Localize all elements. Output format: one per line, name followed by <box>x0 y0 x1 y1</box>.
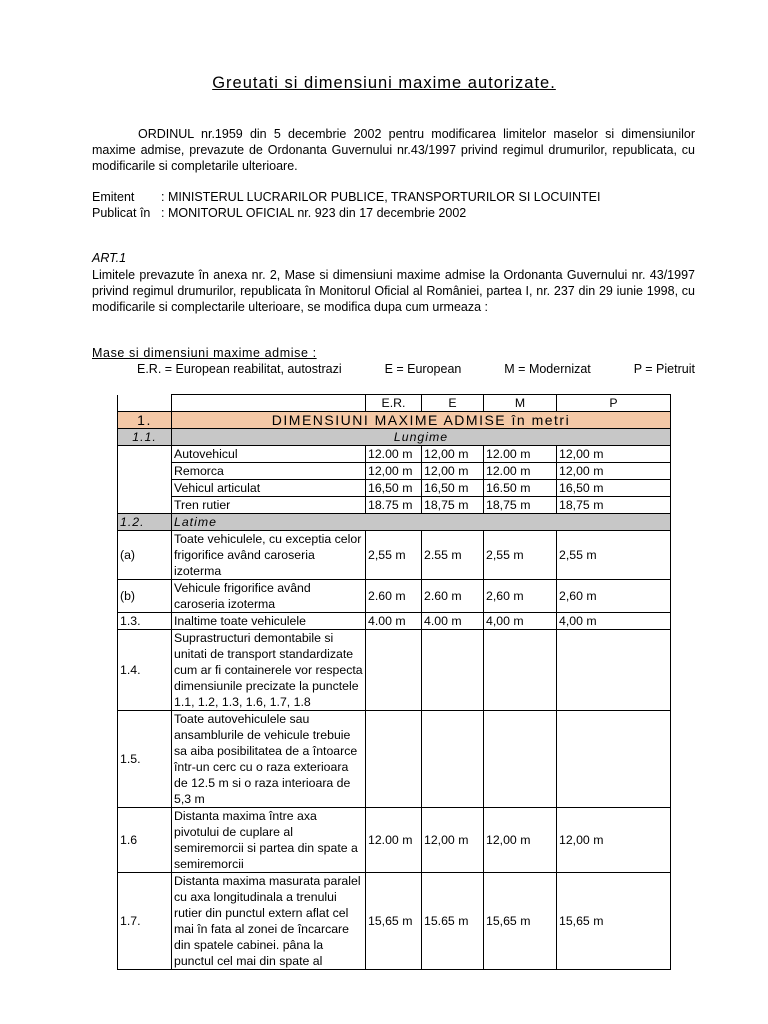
section-row <box>118 412 671 429</box>
article-text: Limitele prevazute în anexa nr. 2, Mase si dimensiuni maxime admise la Ordonanta Guvernului nr. 43/1997 privind regimul drumurilor, republicata în Monitorul Oficial al României, partea I, nr. 237 din 29 iunie 1998, cu modificarile si complectarile ulterioare, se modifica dupa cum urmeaza : <box>92 268 695 315</box>
table-row <box>118 711 671 808</box>
value-e: 12,00 m <box>422 808 484 873</box>
value-er: 2.60 m <box>366 580 422 613</box>
value-e: 15.65 m <box>422 873 484 970</box>
value-p: 18,75 m <box>557 497 671 514</box>
value-p: 16,50 m <box>557 480 671 497</box>
table-row <box>118 630 671 711</box>
subsection-title: Lungime <box>172 429 671 446</box>
section-number: 1. <box>118 412 172 429</box>
row-label: Vehicule frigorifice având caroseria izoterma <box>172 580 366 613</box>
value-e: 12,00 m <box>422 463 484 480</box>
row-number: 1.4. <box>118 630 172 711</box>
legend <box>137 362 695 376</box>
subsection-title: Latime <box>172 514 671 531</box>
publication-meta <box>92 189 600 221</box>
emitent-label: Emitent <box>92 190 135 204</box>
value-er: 12.00 m <box>366 446 422 463</box>
value-e: 4.00 m <box>422 613 484 630</box>
dimensions-table <box>117 394 671 970</box>
row-number: 1.6 <box>118 808 172 873</box>
row-label: Inaltime toate vehiculele <box>172 613 366 630</box>
value-er: 18.75 m <box>366 497 422 514</box>
publicat-label: Publicat în <box>92 206 151 221</box>
legend-p: P = Pietruit <box>633 362 695 376</box>
value-m <box>484 711 557 808</box>
legend-e: E = European <box>384 362 462 376</box>
value-m: 18,75 m <box>484 497 557 514</box>
table-header-empty <box>172 395 366 412</box>
value-p <box>557 630 671 711</box>
value-p: 15,65 m <box>557 873 671 970</box>
table-row <box>118 613 671 630</box>
value-e: 2.55 m <box>422 531 484 580</box>
header-e: E <box>422 395 484 412</box>
value-p: 4,00 m <box>557 613 671 630</box>
value-p: 12,00 m <box>557 463 671 480</box>
value-m <box>484 630 557 711</box>
row-label: Distanta maxima între axa pivotului de cuplare al semiremorcii si partea din spate a semiremorcii <box>172 808 366 873</box>
legend-m: M = Modernizat <box>504 362 591 376</box>
subsection-number: 1.2. <box>118 514 172 531</box>
value-p: 2,55 m <box>557 531 671 580</box>
row-number: 1.7. <box>118 873 172 970</box>
document-title: Greutati si dimensiuni maxime autorizate. <box>212 74 556 92</box>
emitent-value: : MINISTERUL LUCRARILOR PUBLICE, TRANSPORTURILOR SI LOCUINTEI <box>161 190 601 204</box>
header-er: E.R. <box>366 395 422 412</box>
table-row <box>118 463 671 480</box>
row-label: Autovehicul <box>172 446 366 463</box>
value-m: 4,00 m <box>484 613 557 630</box>
value-e <box>422 711 484 808</box>
subsection-row <box>118 429 671 446</box>
row-label: Remorca <box>172 463 366 480</box>
header-p: P <box>557 395 671 412</box>
value-m: 12.00 m <box>484 446 557 463</box>
row-label: Vehicul articulat <box>172 480 366 497</box>
ordin-paragraph: ORDINUL nr.1959 din 5 decembrie 2002 pentru modificarea limitelor maselor si dimensiunilor maxime admise, prevazute de Ordonanta Guvernului nr.43/1997 privind regimul drumurilor, republicata, cu modificarile si completarile ulterioare. <box>92 127 695 174</box>
row-number-empty <box>118 446 172 514</box>
table-row <box>118 808 671 873</box>
value-p: 12,00 m <box>557 808 671 873</box>
row-label: Tren rutier <box>172 497 366 514</box>
table-row <box>118 873 671 970</box>
section-title: DIMENSIUNI MAXIME ADMISE în metri <box>172 412 671 429</box>
value-p <box>557 711 671 808</box>
row-label: Toate autovehiculele sau ansamblurile de vehicule trebuie sa aiba posibilitatea de a întoarce într-un cerc cu o raza exterioara de 12.5 m si o raza interioara de 5,3 m <box>172 711 366 808</box>
header-m: M <box>484 395 557 412</box>
value-er <box>366 630 422 711</box>
value-m: 12,00 m <box>484 808 557 873</box>
value-er <box>366 711 422 808</box>
row-label: Distanta maxima masurata paralel cu axa longitudinala a trenului rutier din punctul extern aflat cel mai în fata al zonei de încarcare din spatele cabinei. pâna la punctul cel mai din spate al <box>172 873 366 970</box>
value-er: 15,65 m <box>366 873 422 970</box>
value-p: 2,60 m <box>557 580 671 613</box>
row-number: 1.5. <box>118 711 172 808</box>
publicat-value: : MONITORUL OFICIAL nr. 923 din 17 decembrie 2002 <box>161 206 467 221</box>
subsection-row <box>118 514 671 531</box>
value-e: 2.60 m <box>422 580 484 613</box>
value-m: 12.00 m <box>484 463 557 480</box>
value-e: 16,50 m <box>422 480 484 497</box>
row-label: Suprastructuri demontabile si unitati de transport standardizate cum ar fi containerele vor respecta dimensiunile precizate la punctele 1.1, 1.2, 1.3, 1.6, 1.7, 1.8 <box>172 630 366 711</box>
value-er: 2,55 m <box>366 531 422 580</box>
row-number: (b) <box>118 580 172 613</box>
table-header-empty <box>118 395 172 412</box>
subsection-number: 1.1. <box>118 429 172 446</box>
section-heading: Mase si dimensiuni maxime admise : <box>92 346 317 360</box>
value-e: 18,75 m <box>422 497 484 514</box>
value-er: 4.00 m <box>366 613 422 630</box>
value-m: 15,65 m <box>484 873 557 970</box>
value-er: 12.00 m <box>366 808 422 873</box>
value-e <box>422 630 484 711</box>
table-row <box>118 580 671 613</box>
row-label: Toate vehiculele, cu exceptia celor frigorifice având caroseria izoterma <box>172 531 366 580</box>
table-row <box>118 446 671 463</box>
table-row <box>118 531 671 580</box>
value-m: 2,55 m <box>484 531 557 580</box>
value-p: 12,00 m <box>557 446 671 463</box>
table-row <box>118 480 671 497</box>
value-m: 16.50 m <box>484 480 557 497</box>
value-m: 2,60 m <box>484 580 557 613</box>
table-header-row <box>118 395 671 412</box>
legend-er: E.R. = European reabilitat, autostrazi <box>137 362 342 376</box>
value-er: 16,50 m <box>366 480 422 497</box>
value-er: 12,00 m <box>366 463 422 480</box>
row-number: 1.3. <box>118 613 172 630</box>
table-row <box>118 497 671 514</box>
article-title: ART.1 <box>92 251 127 265</box>
row-number: (a) <box>118 531 172 580</box>
value-e: 12,00 m <box>422 446 484 463</box>
